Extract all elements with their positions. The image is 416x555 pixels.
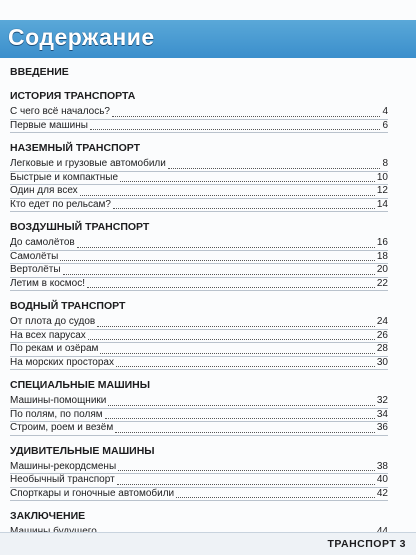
toc-entry[interactable]: [10, 278, 388, 292]
entry-page-number: 42: [376, 487, 388, 499]
entry-page-number: 8: [382, 158, 388, 169]
entry-title: Один для всех: [10, 185, 78, 196]
section-title: ВВЕДЕНИЕ: [10, 66, 69, 78]
toc-entry[interactable]: [10, 409, 388, 423]
toc-entry[interactable]: [10, 264, 388, 278]
dot-leader: [168, 168, 381, 169]
entry-page-number: 4: [382, 106, 388, 117]
entry-title: На всех парусах: [10, 329, 86, 341]
page-title: Содержание: [8, 24, 155, 50]
toc-section: [10, 445, 388, 502]
dot-leader: [77, 247, 375, 248]
toc-entry[interactable]: [10, 330, 388, 344]
entry-title: Вертолёты: [10, 264, 61, 275]
entry-title: До самолётов: [10, 237, 75, 248]
entry-title: Спорткары и гоночные автомобили: [10, 487, 175, 499]
entry-page-number: 30: [376, 356, 388, 368]
toc-entry[interactable]: [10, 237, 388, 251]
dot-leader: [100, 353, 374, 354]
entry-title: Легковые и грузовые автомобили: [10, 158, 166, 169]
dot-leader: [97, 326, 375, 327]
entry-title: На морских просторах: [10, 356, 114, 368]
toc-entry[interactable]: [10, 343, 388, 357]
toc-entry[interactable]: [10, 120, 388, 134]
entry-page-number: 24: [376, 316, 388, 327]
toc-section: [10, 142, 388, 212]
section-title: УДИВИТЕЛЬНЫЕ МАШИНЫ: [10, 444, 155, 457]
toc-section: [10, 66, 388, 81]
entry-page-number: 6: [382, 119, 388, 131]
entry-page-number: 18: [376, 250, 388, 262]
toc-entry[interactable]: [10, 251, 388, 265]
entry-page-number: 20: [376, 264, 388, 275]
dot-leader: [116, 366, 375, 367]
entry-page-number: 22: [376, 277, 388, 289]
title-banner: [0, 20, 416, 58]
dot-leader: [87, 287, 375, 288]
entry-page-number: 38: [376, 460, 388, 472]
section-title: ВОДНЫЙ ТРАНСПОРТ: [10, 300, 126, 312]
dot-leader: [176, 497, 375, 498]
entry-page-number: 40: [376, 474, 388, 485]
dot-leader: [63, 274, 375, 275]
toc-section: [10, 221, 388, 291]
dot-leader: [115, 432, 375, 433]
dot-leader: [118, 470, 375, 471]
toc-entry[interactable]: [10, 185, 388, 199]
entry-title: Кто едет по рельсам?: [10, 198, 111, 210]
toc-entry[interactable]: [10, 488, 388, 502]
dot-leader: [108, 405, 375, 406]
toc-section: [10, 300, 388, 370]
toc-entry[interactable]: [10, 106, 388, 120]
table-of-contents: [10, 66, 388, 549]
entry-page-number: 28: [376, 343, 388, 354]
entry-page-number: 12: [376, 185, 388, 196]
entry-title: Первые машины: [10, 119, 88, 131]
dot-leader: [117, 484, 375, 485]
toc-entry[interactable]: [10, 357, 388, 371]
entry-page-number: 16: [376, 237, 388, 248]
dot-leader: [60, 260, 375, 261]
entry-title: Необычный транспорт: [10, 474, 115, 485]
entry-title: По полям, по полям: [10, 408, 103, 420]
dot-leader: [90, 129, 381, 130]
page-footer: [0, 532, 416, 555]
entry-page-number: 36: [376, 422, 388, 433]
toc-entry[interactable]: [10, 422, 388, 436]
toc-entry[interactable]: [10, 395, 388, 409]
entry-page-number: 34: [376, 408, 388, 420]
toc-entry[interactable]: [10, 461, 388, 475]
dot-leader: [120, 181, 375, 182]
dot-leader: [80, 195, 375, 196]
dot-leader: [105, 418, 375, 419]
entry-page-number: 14: [376, 198, 388, 210]
section-title: ВОЗДУШНЫЙ ТРАНСПОРТ: [10, 221, 150, 233]
entry-title: Самолёты: [10, 250, 59, 262]
entry-title: По рекам и озёрам: [10, 343, 99, 354]
entry-title: Машины-помощники: [10, 395, 107, 406]
entry-title: Строим, роем и везём: [10, 422, 114, 433]
toc-section: [10, 90, 388, 133]
dot-leader: [112, 116, 380, 117]
dot-leader: [113, 208, 375, 209]
entry-title: Машины-рекордсмены: [10, 460, 117, 472]
entry-page-number: 26: [376, 329, 388, 341]
section-title: СПЕЦИАЛЬНЫЕ МАШИНЫ: [10, 379, 151, 391]
entry-page-number: 10: [376, 171, 388, 183]
dot-leader: [88, 339, 375, 340]
toc-section: [10, 379, 388, 436]
toc-entry[interactable]: [10, 316, 388, 330]
entry-title: Летим в космос!: [10, 277, 85, 289]
toc-entry[interactable]: [10, 199, 388, 213]
toc-entry[interactable]: [10, 158, 388, 172]
section-title: ЗАКЛЮЧЕНИЕ: [10, 510, 86, 522]
toc-entry[interactable]: [10, 474, 388, 488]
section-title: НАЗЕМНЫЙ ТРАНСПОРТ: [10, 142, 141, 154]
entry-title: От плота до судов: [10, 316, 96, 327]
section-title: ИСТОРИЯ ТРАНСПОРТА: [10, 90, 136, 102]
footer-running-title: ТРАНСПОРТ 3: [327, 538, 406, 550]
entry-page-number: 32: [376, 395, 388, 406]
toc-entry[interactable]: [10, 172, 388, 186]
entry-title: Быстрые и компактные: [10, 171, 119, 183]
entry-title: С чего всё началось?: [10, 106, 110, 117]
